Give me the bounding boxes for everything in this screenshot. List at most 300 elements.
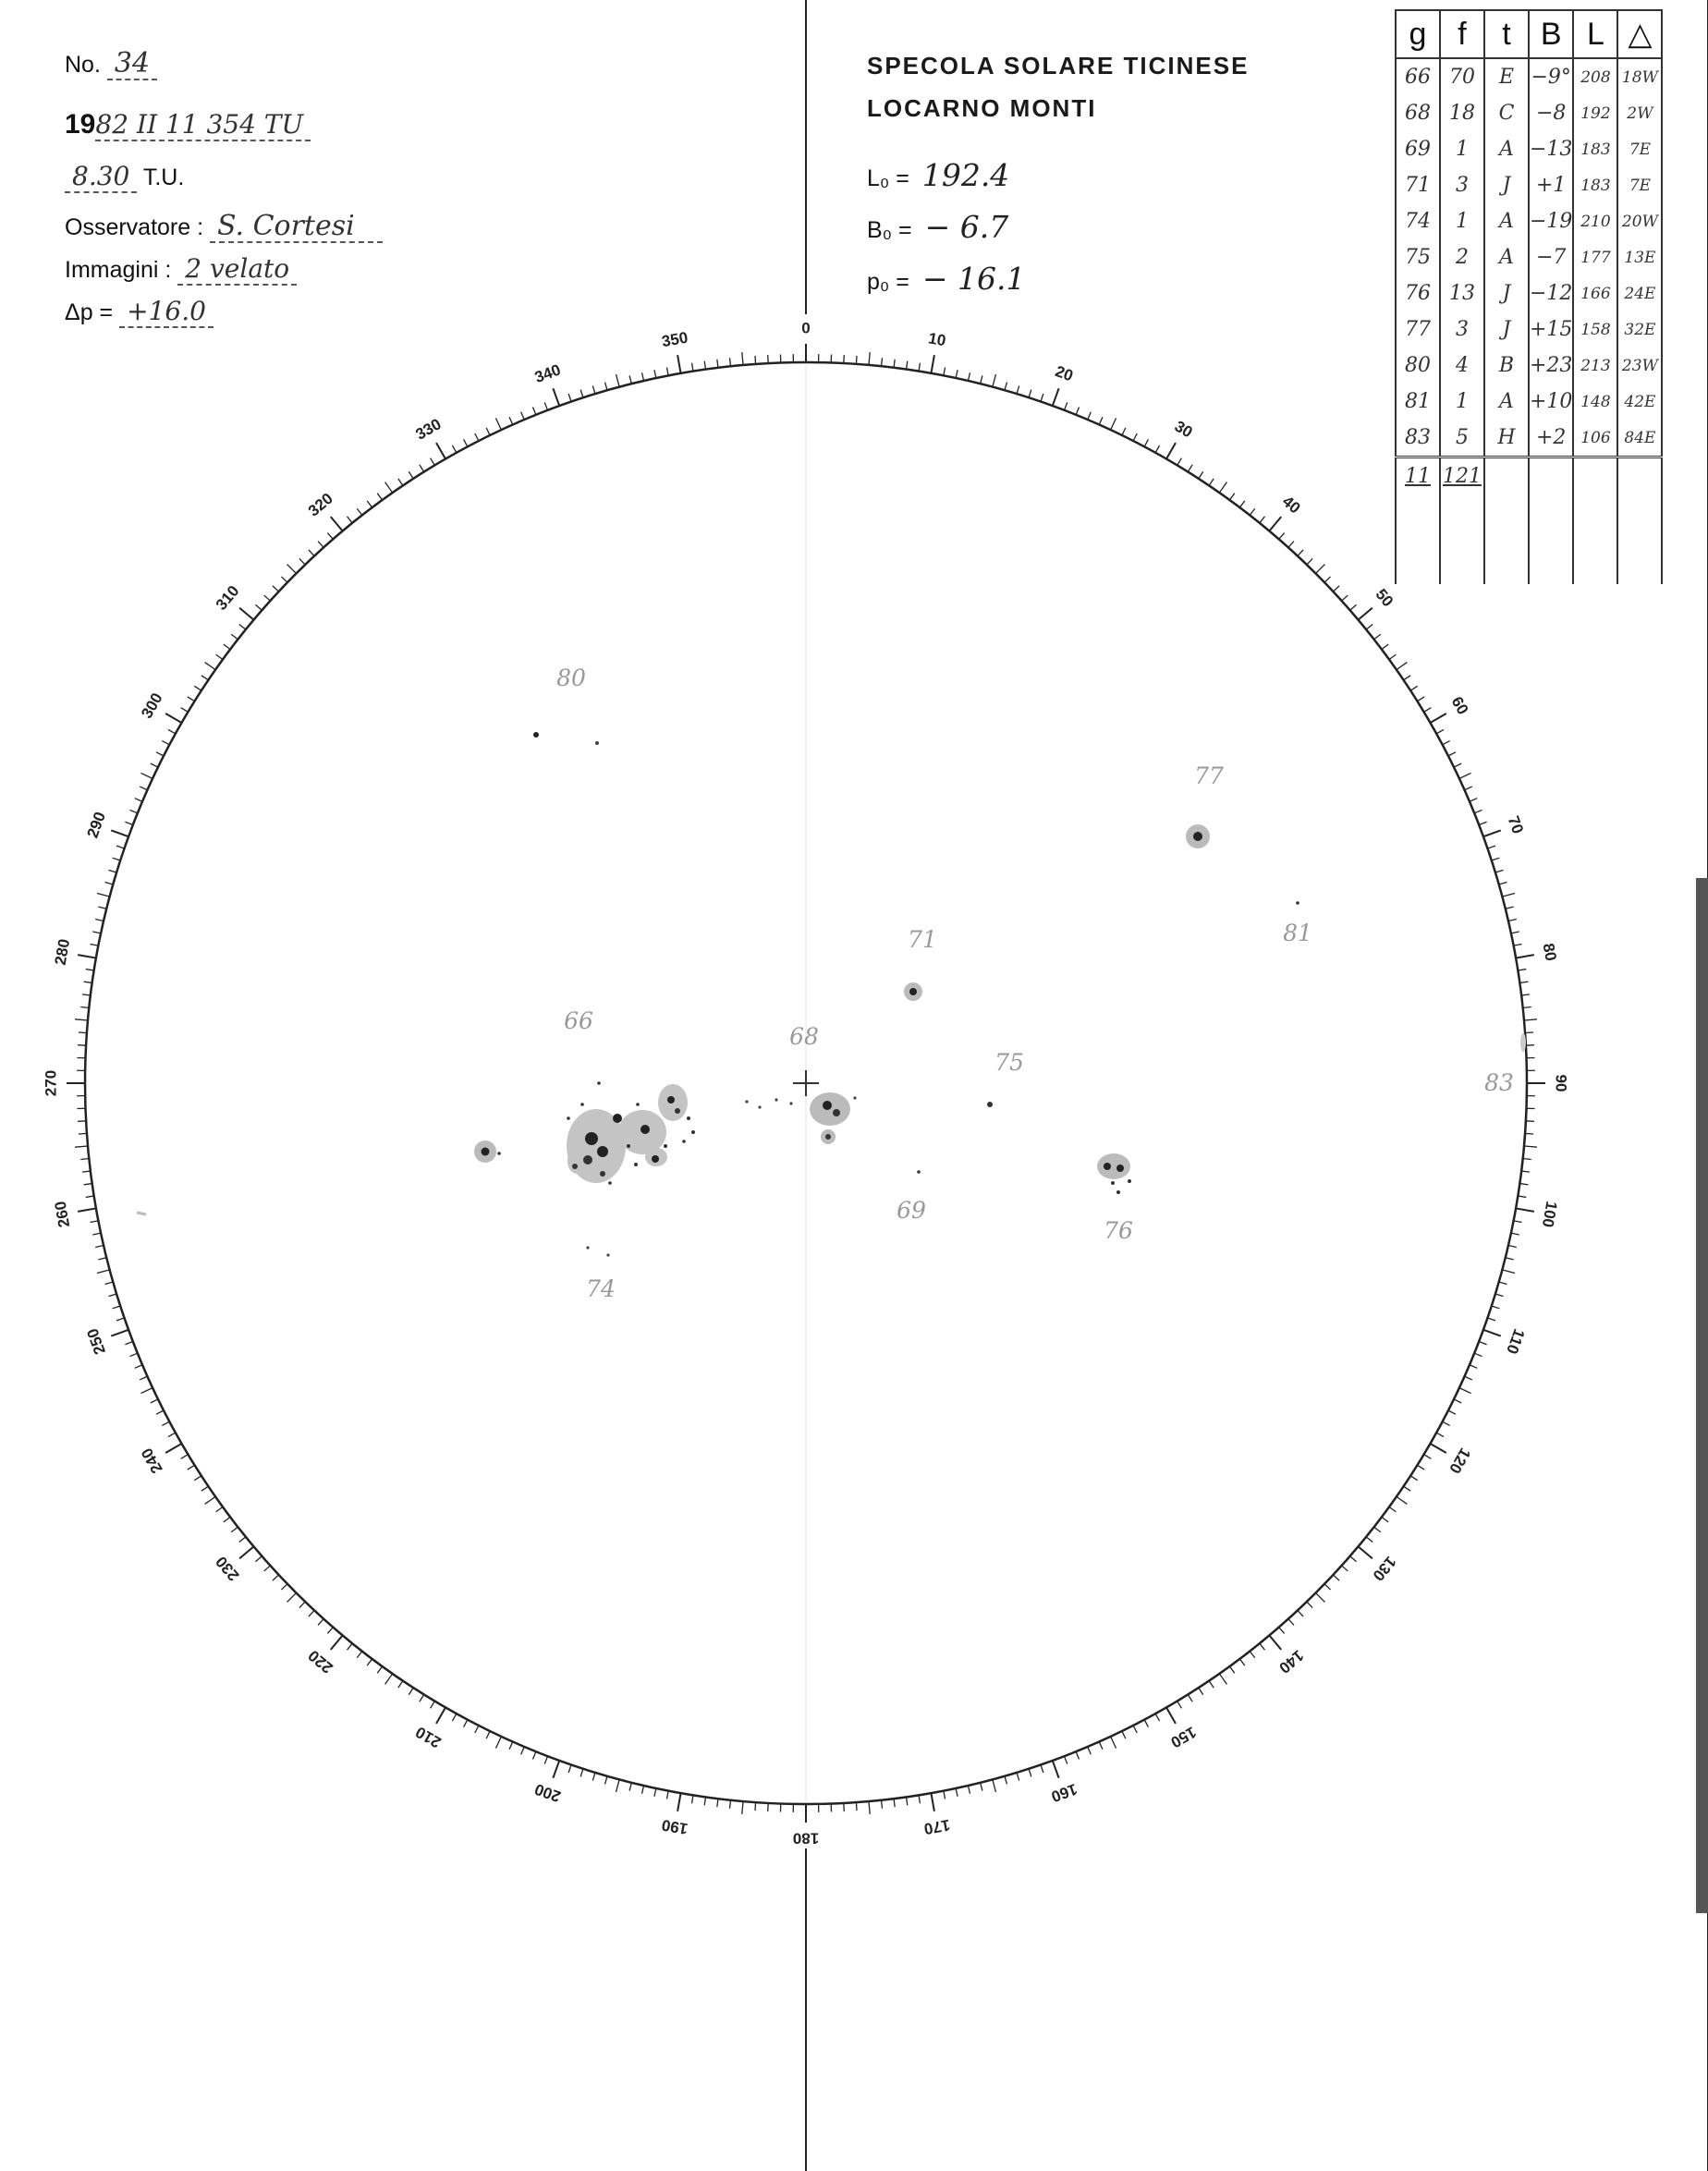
scale-tick: [90, 1221, 98, 1223]
cell-L: 183: [1573, 131, 1617, 167]
scale-tick: [1410, 1476, 1418, 1481]
scale-tick: [281, 1584, 287, 1590]
images-label: Immagini :: [65, 257, 172, 283]
cell-t: B: [1484, 348, 1529, 384]
scale-tick: [1430, 1444, 1446, 1453]
scale-tick: [105, 1282, 114, 1284]
sunspots: [137, 732, 1526, 1257]
scale-tick: [1111, 1737, 1116, 1749]
group-label-66: 66: [564, 1007, 593, 1034]
scale-tick: [264, 595, 271, 601]
scale-tick: [151, 763, 158, 767]
group-label-68: 68: [789, 1023, 819, 1050]
cell-L: 158: [1573, 311, 1617, 348]
scale-tick: [1298, 550, 1303, 556]
sunspot: [1116, 1190, 1120, 1194]
time-value: 8.30: [65, 163, 137, 193]
scale-label: 310: [212, 581, 243, 614]
cell-L: 192: [1573, 95, 1617, 131]
cell-t: A: [1484, 203, 1529, 239]
scale-tick: [692, 363, 693, 372]
scale-tick: [1260, 1643, 1265, 1650]
scale-tick: [318, 542, 323, 548]
scale-tick: [755, 356, 756, 364]
scale-tick: [1506, 1258, 1514, 1260]
scale-tick: [956, 1788, 958, 1797]
drawing-number-label: No.: [65, 52, 101, 78]
scale-tick: [1199, 1688, 1203, 1695]
scale-tick: [347, 517, 352, 523]
scale-tick: [309, 550, 314, 556]
scale-tick: [111, 830, 128, 836]
L0-value: 192.4: [921, 157, 1010, 193]
cell-f: 70: [1440, 58, 1484, 95]
col-header-f: f: [1440, 10, 1484, 58]
scale-tick: [75, 1146, 88, 1147]
scale-tick: [1459, 1388, 1471, 1394]
scale-tick: [677, 1793, 680, 1811]
scale-tick: [156, 1410, 164, 1414]
drawing-number-value: 34: [107, 48, 157, 80]
col-header-L: L: [1573, 10, 1617, 58]
scale-tick: [1166, 443, 1176, 458]
scale-tick: [1111, 418, 1116, 430]
sunspot: [634, 1163, 638, 1166]
scale-tick: [1029, 1769, 1031, 1777]
scale-tick: [92, 932, 101, 933]
sunspot: [583, 1155, 592, 1165]
scale-tick: [956, 370, 958, 378]
group-label-74: 74: [586, 1275, 616, 1302]
scale-tick: [1324, 577, 1330, 582]
scale-tick: [553, 1761, 559, 1778]
scale-tick: [231, 1527, 238, 1532]
images-value: 2 velato: [177, 255, 297, 286]
delta-p-value: +16.0: [119, 298, 214, 328]
scale-label: 220: [304, 1646, 336, 1677]
scale-tick: [654, 1788, 656, 1797]
scale-tick: [181, 1455, 189, 1459]
sunspot: [608, 1181, 612, 1185]
group-label-71: 71: [908, 926, 937, 953]
sunspot: [595, 741, 599, 745]
scale-label: 340: [531, 360, 564, 387]
total-f: 121: [1440, 457, 1484, 494]
scale-tick: [730, 1800, 731, 1809]
scale-tick: [216, 1506, 223, 1511]
scale-tick: [856, 356, 857, 364]
cell-L: 208: [1573, 58, 1617, 95]
scale-tick: [1065, 1756, 1068, 1763]
scale-label: 230: [212, 1553, 243, 1585]
scale-tick: [1209, 1681, 1214, 1688]
cell-delta: 84E: [1617, 420, 1662, 457]
scale-tick: [1404, 676, 1410, 680]
scale-tick: [1448, 1410, 1456, 1414]
observatory-location: LOCARNO MONTI: [867, 94, 1097, 122]
scale-tick: [1499, 1282, 1507, 1284]
scale-tick: [509, 417, 513, 424]
scale-tick: [78, 955, 96, 957]
scale-tick: [168, 1433, 176, 1436]
scale-tick: [194, 686, 201, 690]
scale-tick: [1424, 1455, 1432, 1459]
scale-label: 80: [1539, 942, 1560, 963]
scale-tick: [105, 883, 114, 884]
scale-tick: [1239, 501, 1244, 507]
scale-tick: [367, 1659, 372, 1665]
scale-tick: [495, 1737, 501, 1749]
observer-value: S. Cortesi: [210, 211, 383, 243]
scale-tick: [1333, 1575, 1339, 1580]
sunspot: [745, 1100, 748, 1103]
cell-f: 1: [1440, 131, 1484, 167]
scale-tick: [1053, 388, 1059, 406]
scale-tick: [216, 654, 223, 659]
scale-tick: [1166, 1707, 1176, 1723]
scale-tick: [464, 1720, 468, 1727]
scale-tick: [151, 1399, 158, 1403]
scale-tick: [156, 752, 164, 756]
scale-tick: [201, 1486, 208, 1491]
scale-tick: [1525, 1133, 1533, 1134]
scale-tick: [1177, 458, 1182, 466]
scale-label: 20: [1053, 362, 1076, 385]
scale-tick: [1524, 1146, 1537, 1147]
scale-tick: [1076, 407, 1079, 414]
sunspot: [775, 1098, 777, 1101]
scale-tick: [869, 352, 870, 365]
scale-tick: [717, 360, 718, 368]
scale-tick: [1404, 1486, 1410, 1491]
scale-tick: [287, 1593, 297, 1603]
scale-tick: [347, 1643, 352, 1650]
scale-tick: [1333, 586, 1339, 592]
scale-tick: [1155, 1714, 1159, 1721]
delta-p-label: Δp =: [65, 299, 114, 325]
scale-tick: [605, 1776, 607, 1785]
scale-tick: [654, 370, 656, 378]
scale-tick: [1459, 773, 1471, 778]
cell-f: 4: [1440, 348, 1484, 384]
scale-label: 290: [83, 809, 110, 841]
scale-tick: [239, 1537, 246, 1543]
scale-tick: [224, 644, 230, 649]
cell-f: 13: [1440, 275, 1484, 311]
sunspot: [687, 1116, 690, 1120]
cell-delta: 7E: [1617, 131, 1662, 167]
cell-g: 81: [1396, 384, 1440, 420]
scale-tick: [224, 1517, 230, 1521]
sunspot: [567, 1116, 570, 1120]
scale-tick: [1065, 402, 1068, 409]
cell-delta: 42E: [1617, 384, 1662, 420]
scale-tick: [201, 676, 208, 680]
scale-tick: [135, 799, 142, 802]
disk-outline-group: [85, 0, 1708, 2171]
scale-tick: [1088, 412, 1092, 420]
sunspot: [1111, 1181, 1115, 1185]
scale-tick: [1288, 542, 1294, 548]
scale-tick: [1436, 1433, 1444, 1436]
sunspot: [1296, 901, 1299, 905]
scale-tick: [84, 1184, 92, 1185]
scale-tick: [239, 608, 253, 620]
sunspot: [667, 1096, 675, 1104]
scale-tick: [616, 1779, 619, 1792]
scan-edge-shadow: [1696, 878, 1708, 1913]
scale-tick: [1448, 752, 1456, 756]
sunspot: [682, 1140, 686, 1143]
observatory-name: SPECOLA SOLARE TICINESE: [867, 52, 1250, 79]
scale-tick: [1523, 1007, 1531, 1008]
scale-tick: [1088, 1747, 1092, 1754]
cell-delta: 23W: [1617, 348, 1662, 384]
scale-tick: [1492, 858, 1500, 860]
scale-tick: [1417, 1465, 1424, 1470]
scale-tick: [1523, 1159, 1531, 1160]
scale-tick: [264, 1566, 271, 1571]
scale-tick: [1155, 445, 1159, 453]
scale-tick: [168, 729, 176, 733]
scale-label: 110: [1503, 1326, 1529, 1357]
scale-tick: [642, 1786, 644, 1794]
sunspot: [691, 1130, 695, 1134]
scale-tick: [666, 367, 668, 375]
cell-t: A: [1484, 239, 1529, 275]
scale-tick: [116, 846, 125, 848]
scale-tick: [165, 714, 181, 723]
scale-tick: [1188, 465, 1192, 472]
cell-t: J: [1484, 275, 1529, 311]
scale-tick: [188, 697, 195, 701]
cell-f: 1: [1440, 203, 1484, 239]
scale-tick: [931, 1793, 933, 1811]
cell-B: +23: [1529, 348, 1573, 384]
scale-tick: [1239, 1659, 1244, 1665]
scale-label: 330: [412, 415, 445, 444]
scan-mark: [137, 1213, 146, 1214]
sunspot: [597, 1146, 608, 1157]
cell-L: 177: [1573, 239, 1617, 275]
scale-tick: [521, 1747, 525, 1754]
cell-B: +15: [1529, 311, 1573, 348]
scale-tick: [1307, 1602, 1312, 1607]
scale-tick: [1199, 471, 1203, 479]
scale-tick: [385, 482, 393, 493]
cell-f: 3: [1440, 311, 1484, 348]
sunspot: [853, 1096, 856, 1099]
scale-tick: [580, 1769, 583, 1777]
scale-label: 200: [531, 1779, 564, 1806]
cell-t: A: [1484, 131, 1529, 167]
scale-tick: [1279, 1628, 1285, 1634]
scale-tick: [398, 1681, 403, 1688]
scale-tick: [1005, 383, 1006, 391]
scale-tick: [919, 363, 920, 372]
scale-tick: [287, 565, 297, 574]
scale-tick: [1324, 1584, 1330, 1590]
scale-tick: [544, 402, 547, 409]
scale-tick: [532, 1751, 535, 1759]
scale-tick: [1342, 595, 1348, 601]
scale-tick: [273, 586, 279, 592]
cell-f: 1: [1440, 384, 1484, 420]
cell-g: 74: [1396, 203, 1440, 239]
cell-B: −8: [1529, 95, 1573, 131]
cell-g: 76: [1396, 275, 1440, 311]
sunspot: [1128, 1179, 1131, 1183]
scale-tick: [1474, 1353, 1482, 1356]
scale-tick: [97, 893, 110, 896]
B0-value: − 6.7: [924, 209, 1009, 245]
scale-tick: [1122, 428, 1126, 435]
cell-t: C: [1484, 95, 1529, 131]
scale-tick: [1307, 558, 1312, 564]
scale-tick: [944, 1791, 946, 1799]
cell-g: 75: [1396, 239, 1440, 275]
scale-tick: [327, 533, 333, 540]
scale-tick: [1508, 1245, 1517, 1247]
scale-tick: [475, 433, 479, 441]
cell-delta: 24E: [1617, 275, 1662, 311]
cell-L: 148: [1573, 384, 1617, 420]
scale-tick: [231, 634, 238, 640]
scale-tick: [436, 443, 445, 458]
cell-B: +2: [1529, 420, 1573, 457]
scale-tick: [1443, 1421, 1450, 1425]
cell-t: J: [1484, 311, 1529, 348]
scale-tick: [919, 1795, 920, 1803]
scale-tick: [1524, 1019, 1537, 1020]
scale-tick: [553, 388, 559, 406]
cell-t: H: [1484, 420, 1529, 457]
scale-tick: [1219, 1674, 1226, 1684]
scale-tick: [75, 1019, 88, 1020]
scale-tick: [1260, 517, 1265, 523]
scale-tick: [98, 907, 106, 909]
scale-tick: [1017, 385, 1019, 394]
scale-tick: [1269, 1636, 1281, 1650]
scale-tick: [398, 479, 403, 485]
B0-label: B₀ =: [867, 217, 912, 243]
scale-tick: [409, 1688, 413, 1695]
scale-tick: [521, 412, 525, 420]
scale-label: 100: [1538, 1200, 1561, 1229]
scale-tick: [882, 358, 883, 366]
scale-label: 30: [1171, 417, 1196, 442]
sunspot: [606, 1253, 609, 1256]
scale-tick: [1041, 394, 1043, 402]
scale-label: 240: [138, 1445, 166, 1477]
cell-B: −12: [1529, 275, 1573, 311]
scale-tick: [90, 944, 98, 945]
scale-tick: [1382, 1517, 1388, 1521]
scale-tick: [1122, 1731, 1126, 1738]
scale-tick: [1410, 686, 1418, 690]
scale-label: 170: [922, 1815, 952, 1838]
group-label-77: 77: [1194, 762, 1224, 789]
sunspot: [1116, 1165, 1124, 1172]
scale-tick: [1521, 1171, 1530, 1172]
scale-tick: [256, 604, 262, 610]
scale-tick: [1144, 439, 1148, 446]
scale-tick: [981, 1783, 982, 1791]
scale-label: 180: [792, 1829, 820, 1848]
scale-tick: [509, 1742, 513, 1750]
scale-tick: [882, 1800, 883, 1809]
scale-tick: [464, 439, 468, 446]
scale-tick: [1495, 870, 1504, 872]
sunspot-penumbra: [1520, 1033, 1526, 1052]
scale-tick: [331, 517, 343, 531]
sunspot: [987, 1102, 993, 1107]
cell-f: 3: [1440, 167, 1484, 203]
scale-tick: [299, 1602, 305, 1607]
scale-tick: [82, 1171, 91, 1172]
scale-tick: [692, 1795, 693, 1803]
cell-delta: 18W: [1617, 58, 1662, 95]
sunspot: [580, 1103, 584, 1106]
scale-tick: [1374, 1527, 1381, 1532]
scale-tick: [1397, 1496, 1407, 1504]
group-label-80: 80: [556, 665, 586, 691]
scale-tick: [1269, 517, 1281, 531]
scale-tick: [894, 360, 895, 368]
scale-tick: [79, 1032, 87, 1033]
sunspot: [664, 1144, 667, 1148]
scale-tick: [1518, 1196, 1526, 1197]
scale-tick: [605, 383, 607, 391]
scale-tick: [78, 1208, 96, 1211]
scale-tick: [717, 1799, 718, 1807]
scale-tick: [1374, 634, 1381, 640]
sunspot: [675, 1108, 680, 1114]
scale-label: 70: [1504, 813, 1527, 836]
group-label-75: 75: [994, 1049, 1024, 1076]
scale-tick: [194, 1476, 201, 1481]
scale-label: 260: [51, 1200, 74, 1229]
scale-tick: [1525, 1032, 1533, 1033]
scale-tick: [944, 367, 946, 375]
scale-label: 60: [1447, 693, 1472, 718]
scale-tick: [1250, 508, 1255, 515]
scale-tick: [580, 390, 583, 398]
cell-t: E: [1484, 58, 1529, 95]
scale-tick: [80, 1007, 89, 1008]
scale-tick: [1479, 1342, 1486, 1345]
scale-tick: [1144, 1720, 1148, 1727]
scale-tick: [125, 822, 132, 824]
cell-f: 18: [1440, 95, 1484, 131]
sunspot: [572, 1164, 578, 1169]
scale-tick: [1430, 714, 1446, 723]
sunspot: [1104, 1163, 1111, 1170]
scale-tick: [125, 1342, 132, 1345]
scale-tick: [1279, 533, 1285, 540]
scale-tick: [592, 385, 595, 394]
scale-tick: [1229, 1666, 1234, 1673]
scale-tick: [1209, 479, 1214, 485]
scale-tick: [1382, 644, 1388, 649]
scale-tick: [1250, 1652, 1255, 1658]
scale-tick: [592, 1773, 595, 1781]
scale-tick: [113, 1306, 121, 1309]
scale-tick: [111, 1330, 128, 1336]
cell-L: 210: [1573, 203, 1617, 239]
group-label-69: 69: [897, 1197, 926, 1224]
scale-tick: [436, 1707, 445, 1723]
